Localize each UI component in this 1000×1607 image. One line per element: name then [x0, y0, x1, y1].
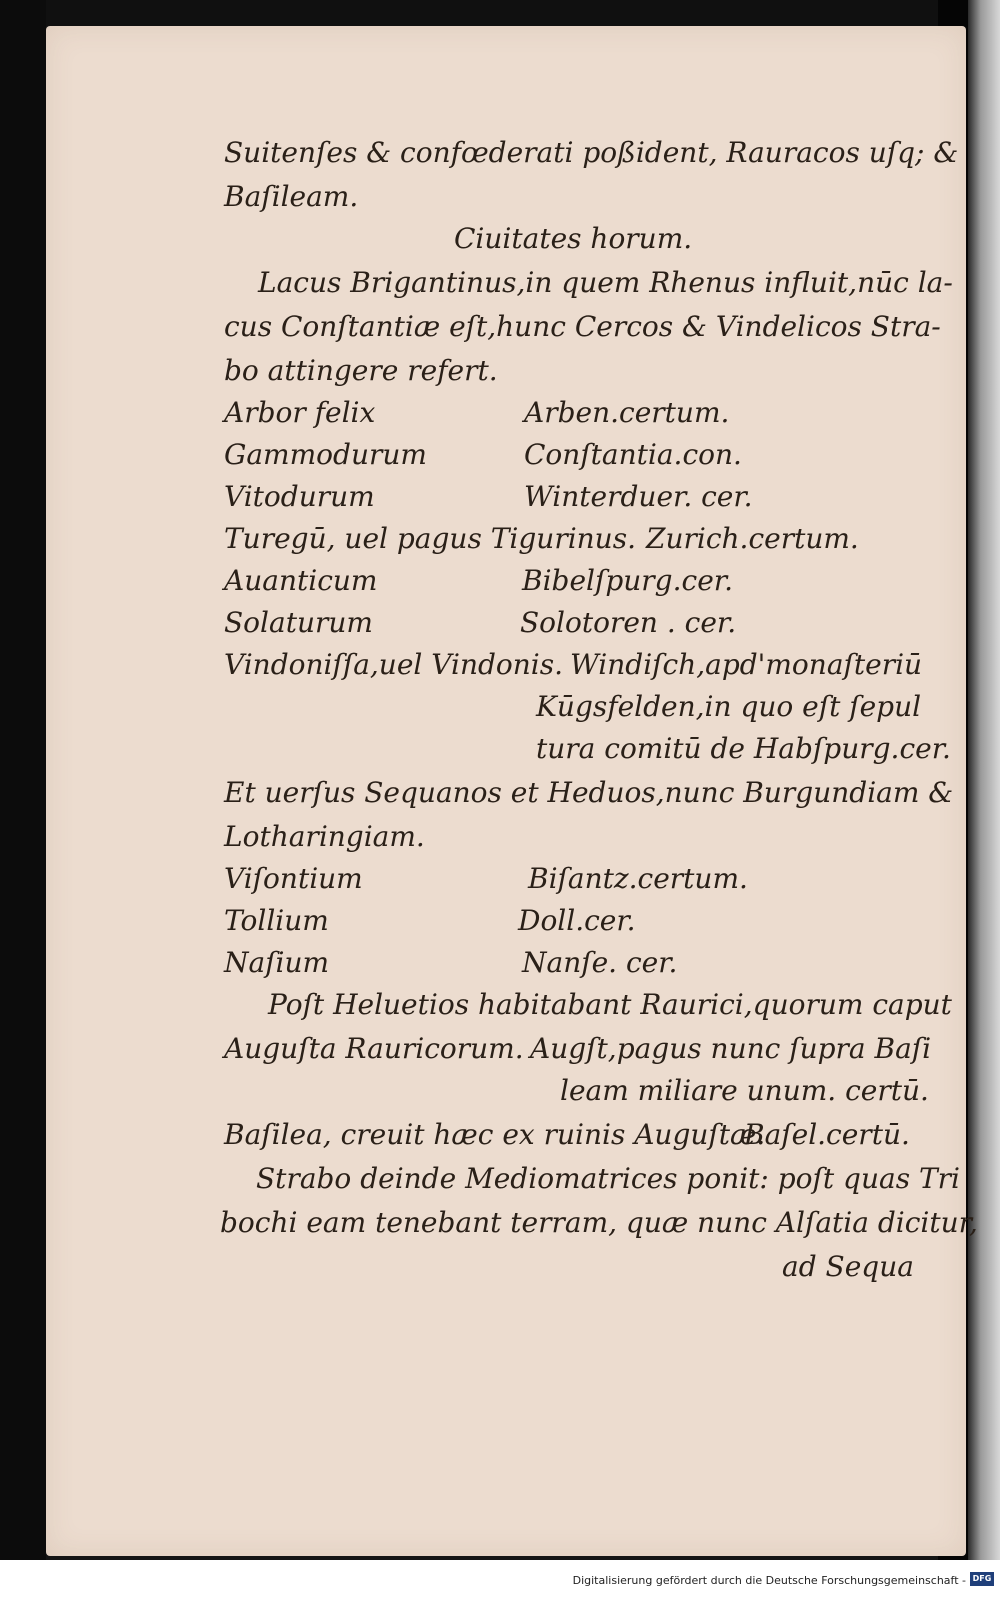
footer-credit: Digitalisierung gefördert durch die Deutsche Forschungsgemeinschaft -	[572, 1574, 966, 1587]
place-latin: Solaturum	[224, 606, 373, 639]
place-latin: Naſium	[224, 946, 330, 979]
place-latin: Viſontium	[224, 862, 363, 895]
place-vernacular: Conſtantia.con.	[524, 438, 742, 471]
dfg-logo-icon: DFG	[970, 1572, 994, 1586]
text-line: Auguſta Rauricorum.	[224, 1032, 524, 1065]
place-vernacular: Nanſe. cer.	[522, 946, 678, 979]
place-vernacular: tura comitū de Habſpurg.cer.	[536, 732, 951, 765]
scan-right-edge	[968, 0, 1000, 1560]
text-line: Poſt Heluetios habitabant Raurici,quorum caput	[268, 988, 952, 1021]
place-latin: Vindoniſſa,uel Vindonis.	[224, 648, 564, 681]
place-latin: Vitodurum	[224, 480, 375, 513]
text-line: Augſt,pagus nunc ſupra Baſi	[530, 1032, 932, 1065]
place-latin: Arbor felix	[224, 396, 376, 429]
place-latin: Auanticum	[224, 564, 378, 597]
place-vernacular: Biſantz.certum.	[528, 862, 748, 895]
text-line: Strabo deinde Mediomatrices ponit: poſt quas Tri	[256, 1162, 960, 1195]
text-line: Suitenſes & confœderati poßident, Rauracos uſq; &	[224, 136, 959, 169]
place-vernacular: Bibelſpurg.cer.	[522, 564, 733, 597]
catchword: ad Sequa	[782, 1250, 914, 1283]
place-vernacular: Windiſch,apd'monaſteriū	[570, 648, 923, 681]
place-vernacular: Kūgsfelden,in quo eſt ſepul	[536, 690, 922, 723]
place-latin: Tollium	[224, 904, 329, 937]
footer-bar	[0, 1560, 1000, 1607]
text-line: Baſileam.	[224, 180, 359, 213]
text-line: Lacus Brigantinus,in quem Rhenus influit,nūc la-	[258, 266, 953, 299]
place-latin: Turegū, uel pagus Tigurinus.	[224, 522, 636, 555]
book-page	[46, 26, 978, 1556]
text-line: Baſel.certū.	[744, 1118, 910, 1151]
text-line: cus Conſtantiæ eſt,hunc Cercos & Vindelicos Stra-	[224, 310, 941, 343]
place-vernacular: Solotoren . cer.	[520, 606, 737, 639]
section-heading: Ciuitates horum.	[454, 222, 693, 255]
place-vernacular: Zurich.certum.	[646, 522, 859, 555]
place-vernacular: Arben.certum.	[524, 396, 730, 429]
scan-top-border	[0, 0, 1000, 26]
place-vernacular: Doll.cer.	[518, 904, 636, 937]
place-vernacular: Winterduer. cer.	[524, 480, 753, 513]
page-text	[46, 26, 978, 1556]
text-line: bochi eam tenebant terram, quæ nunc Alſatia dicitur,	[220, 1206, 978, 1239]
text-line: Et uerſus Sequanos et Heduos,nunc Burgundiam &	[224, 776, 954, 809]
scan-left-border	[0, 0, 46, 1607]
text-line: leam miliare unum. certū.	[560, 1074, 929, 1107]
text-line: Lotharingiam.	[224, 820, 425, 853]
place-latin: Gammodurum	[224, 438, 427, 471]
text-line: bo attingere refert.	[224, 354, 498, 387]
text-line: Baſilea, creuit hæc ex ruinis Auguſtæ.	[224, 1118, 766, 1151]
